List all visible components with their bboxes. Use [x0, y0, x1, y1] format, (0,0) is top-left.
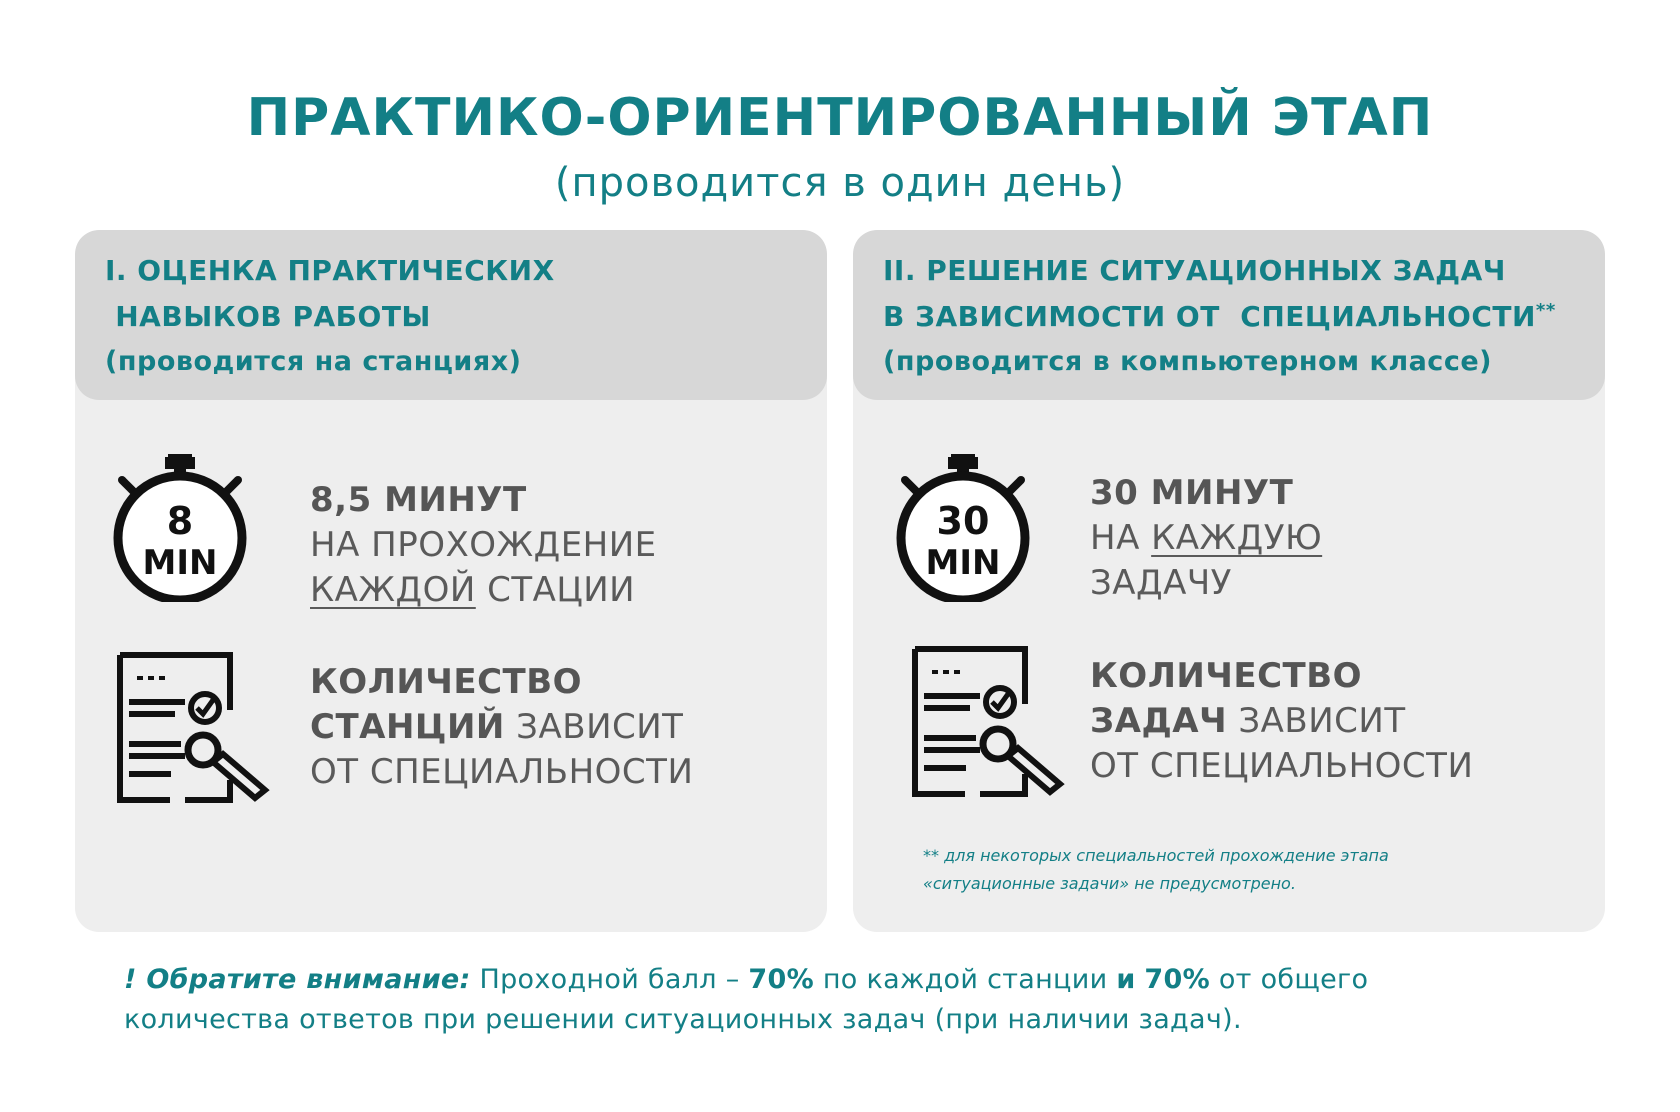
station-time-text: [310, 478, 657, 613]
practical-skills-card: [75, 230, 827, 932]
footnote-mark: **: [1535, 300, 1556, 321]
page-title: ПРАКТИКО-ОРИЕНТИРОВАННЫЙ ЭТАП: [246, 88, 1434, 148]
svg-text:MIN: MIN: [142, 543, 218, 583]
card-heading-line1: II. РЕШЕНИЕ СИТУАЦИОННЫХ ЗАДАЧ: [883, 254, 1506, 287]
footnote: [923, 842, 1389, 898]
card-heading-location: (проводится на станциях): [105, 346, 522, 377]
notice-line2: количества ответов при решении ситуационных задач (при наличии задач).: [124, 1004, 1242, 1035]
passing-score-notice: [124, 960, 1604, 1040]
svg-text:MIN: MIN: [925, 543, 1001, 583]
task-time-text: [1090, 471, 1322, 606]
notice-lead: ! Обратите внимание:: [124, 964, 471, 995]
station-time-line2: НА ПРОХОЖДЕНИЕ: [310, 525, 657, 565]
card-header: [75, 230, 827, 400]
task-time-line3: ЗАДАЧУ: [1090, 563, 1232, 603]
stations-count-text: [310, 660, 693, 795]
score-tasks: 70%: [1144, 964, 1210, 995]
card-header: [853, 230, 1605, 400]
stations-count-line1: КОЛИЧЕСТВО: [310, 662, 583, 702]
notice-line1: ! Обратите внимание: Проходной балл – 70% по каждой станции и 70% от общего: [124, 964, 1369, 995]
footnote-line2: «ситуационные задачи» не предусмотрено.: [923, 874, 1296, 893]
tasks-count-text: [1090, 654, 1473, 789]
score-per-station: 70%: [748, 964, 814, 995]
tasks-count-line3: ОТ СПЕЦИАЛЬНОСТИ: [1090, 746, 1474, 786]
checklist-document-icon: [115, 650, 275, 810]
station-time-line3: КАЖДОЙ СТАЦИИ: [310, 570, 636, 610]
stopwatch-icon: [893, 452, 1033, 602]
stations-count-line3: ОТ СПЕЦИАЛЬНОСТИ: [310, 752, 694, 792]
stopwatch-icon: [110, 452, 250, 602]
svg-text:8: 8: [166, 499, 194, 543]
footnote-line1: ** для некоторых специальностей прохождение этапа: [923, 846, 1389, 865]
card-heading-location: (проводится в компьютерном классе): [883, 346, 1492, 377]
card-heading-line2: НАВЫКОВ РАБОТЫ: [105, 300, 431, 333]
svg-text:30: 30: [936, 499, 990, 543]
station-time-value: 8,5 МИНУТ: [310, 480, 527, 520]
tasks-count-line2: ЗАДАЧ ЗАВИСИТ: [1090, 701, 1406, 741]
stations-count-line2: СТАНЦИЙ ЗАВИСИТ: [310, 707, 684, 747]
checklist-document-icon: [910, 644, 1070, 804]
card-heading-line2: В ЗАВИСИМОСТИ ОТ СПЕЦИАЛЬНОСТИ**: [883, 300, 1556, 333]
tasks-count-line1: КОЛИЧЕСТВО: [1090, 656, 1363, 696]
task-time-value: 30 МИНУТ: [1090, 473, 1294, 513]
task-time-line2: НА КАЖДУЮ: [1090, 518, 1323, 558]
card-heading-line1: I. ОЦЕНКА ПРАКТИЧЕСКИХ: [105, 254, 555, 287]
page-subtitle: (проводится в один день): [554, 160, 1126, 206]
situational-tasks-card: [853, 230, 1605, 932]
